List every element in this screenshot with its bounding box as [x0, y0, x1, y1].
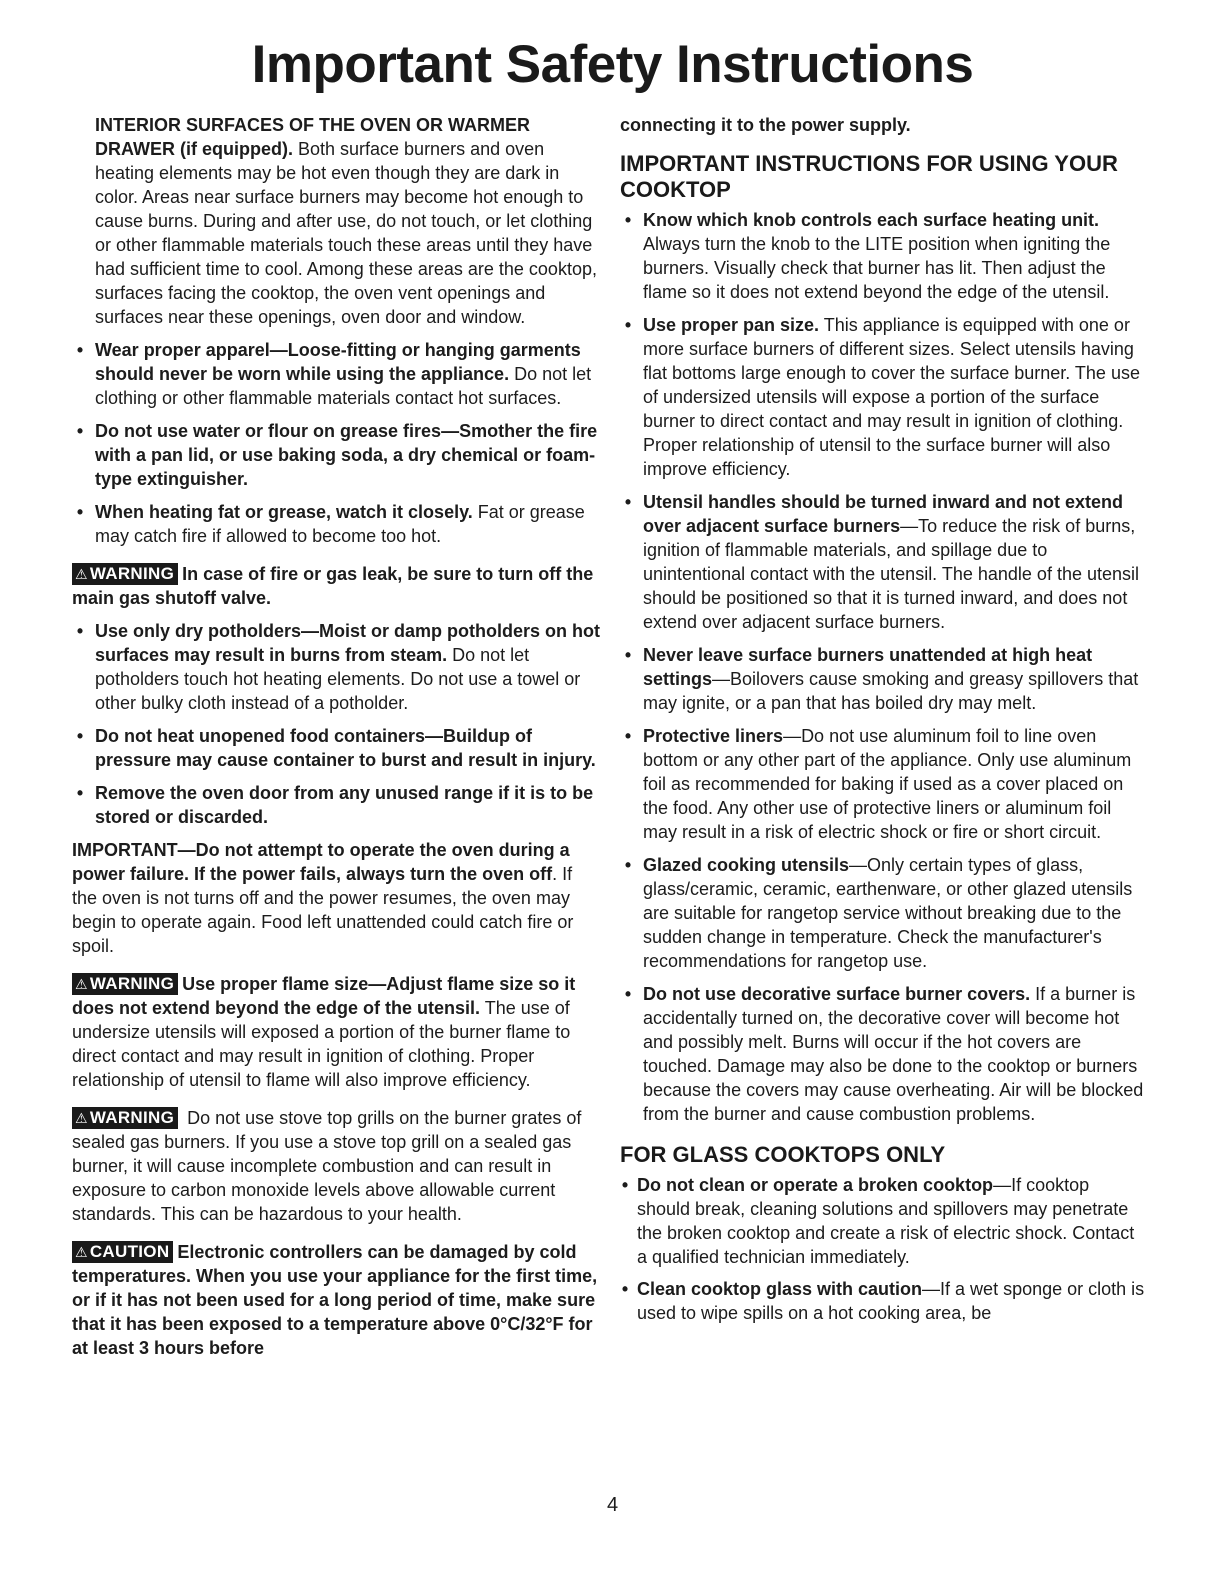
bullet-bold-text: Do not heat unopened food containers—Buildup of pressure may cause container to burst and result in injury. [95, 726, 596, 770]
list-item-unattended [620, 643, 1146, 715]
bullet-bold-text: Never leave surface burners unattended at high heat settings [643, 645, 1093, 689]
warning-badge-label: WARNING [89, 564, 175, 583]
bullet-bold-text: Do not use decorative surface burner covers. [643, 984, 1031, 1004]
interior-surfaces-text: Both surface burners and oven heating elements may be hot even though they are dark in color. Areas near surface burners may become hot enough to cause burns. During and after use, do not touch, or let clothing or other flammable materials touch these areas until they have had sufficient time to cool. Among these areas are the cooktop, surfaces facing the cooktop, the oven vent openings and surfaces near these openings, oven door and window. [95, 139, 597, 327]
interior-surfaces-paragraph [72, 113, 600, 329]
warning-bold-text: Use proper flame size—Adjust flame size so it does not extend beyond the edge of the utensil. [72, 974, 576, 1018]
bullet-bold-text: Protective liners [643, 726, 784, 746]
warning-badge [72, 1107, 178, 1129]
bullet-text: —To reduce the risk of burns, ignition of flammable materials, and spillage due to unintentional contact with the utensil. The handle of the utensil should be positioned so that it is turned inward, and does not extend over adjacent surface burners. [643, 516, 1140, 632]
bullet-icon: • [624, 855, 632, 875]
power-failure-bold-text: IMPORTANT—Do not attempt to operate the oven during a power failure. If the power fails, always turn the oven off [72, 840, 570, 884]
warning-bold-text: In case of fire or gas leak, be sure to turn off the main gas shutoff valve. [72, 564, 594, 608]
warning-badge-label: WARNING [89, 974, 175, 993]
bullet-icon: • [76, 726, 84, 746]
bullet-bold-text: Know which knob controls each surface heating unit. [643, 210, 1100, 230]
list-item-potholders [72, 619, 600, 715]
bullet-bold-text: When heating fat or grease, watch it closely. [95, 502, 473, 522]
bullet-text: Fat or grease may catch fire if allowed to become too hot. [95, 502, 585, 546]
bullet-bold-text: Utensil handles should be turned inward and not extend over adjacent surface burners [643, 492, 1124, 536]
list-item-decorative-covers [620, 982, 1146, 1126]
list-item-apparel [72, 338, 600, 410]
warning-badge-label: WARNING [89, 1108, 175, 1127]
page-number: 4 [606, 1494, 619, 1516]
power-failure-paragraph [72, 838, 600, 958]
list-item-fat-grease [72, 500, 600, 548]
bullet-bold-text: Remove the oven door from any unused range if it is to be stored or discarded. [95, 783, 594, 827]
bullet-icon: • [624, 492, 632, 512]
bullet-bold-text: Do not use water or flour on grease fires—Smother the fire with a pan lid, or use baking soda, a dry chemical or foam-type extinguisher. [95, 421, 598, 489]
bullet-icon: • [76, 621, 84, 641]
list-item-utensil-handles [620, 490, 1146, 634]
warning-triangle-icon: ⚠ [75, 566, 88, 582]
section-heading-glass-cooktops: FOR GLASS COOKTOPS ONLY [620, 1142, 946, 1167]
left-column [72, 113, 600, 1369]
bullet-icon: • [76, 421, 84, 441]
list-item-oven-door [72, 781, 600, 829]
warning-badge [72, 973, 178, 995]
caution-badge-label: CAUTION [89, 1242, 170, 1261]
list-item-knob [620, 208, 1146, 304]
bullet-icon: • [624, 315, 632, 335]
warning-triangle-icon: ⚠ [75, 1244, 88, 1260]
bullet-bold-text: Use proper pan size. [643, 315, 820, 335]
warning-triangle-icon: ⚠ [75, 976, 88, 992]
bullet-text: Always turn the knob to the LITE position when igniting the burners. Visually check that burner has lit. Then adjust the flame so it does not extend beyond the edge of the utensil. [643, 234, 1111, 302]
bullet-icon: • [624, 726, 632, 746]
list-item-grease-fires [72, 419, 600, 491]
list-item-glazed-utensils [620, 853, 1146, 973]
section-heading-cooktop: IMPORTANT INSTRUCTIONS FOR USING YOUR COOKTOP [620, 151, 1118, 202]
list-item-broken-cooktop [620, 1173, 1146, 1269]
warning-gas-leak [72, 562, 600, 610]
list-item-food-containers [72, 724, 600, 772]
bullet-text: —Boilovers cause smoking and greasy spillovers that may ignite, or a pan that has boiled dry may melt. [643, 669, 1139, 713]
bullet-icon: • [76, 340, 84, 360]
warning-triangle-icon: ⚠ [75, 1110, 88, 1126]
bullet-text: If a burner is accidentally turned on, the decorative cover will become hot and possibly melt. Burns will occur if the hot covers are touched. Damage may also be done to the cooktop or burners because the covers may cause overheating. Air will be blocked from the burner and cause combustion problems. [643, 984, 1144, 1124]
bullet-bold-text: Use only dry potholders—Moist or damp potholders on hot surfaces may result in burns from steam. [95, 621, 601, 665]
warning-flame-size [72, 972, 600, 1092]
bullet-bold-text: Do not clean or operate a broken cooktop [637, 1175, 994, 1195]
list-item-pan-size [620, 313, 1146, 481]
bullet-bold-text: Glazed cooking utensils [643, 855, 850, 875]
bullet-icon: • [624, 210, 632, 230]
bullet-bold-text: Wear proper apparel—Loose-fitting or hanging garments should never be worn while using the appliance. [95, 340, 581, 384]
warning-stove-top-grills [72, 1106, 600, 1226]
interior-surfaces-heading: INTERIOR SURFACES OF THE OVEN OR WARMER DRAWER (if equipped). [95, 115, 531, 159]
warning-text: The use of undersize utensils will exposed a portion of the burner flame to direct contact and may result in ignition of clothing. Proper relationship of utensil to flame will also improve efficiency. [72, 998, 571, 1090]
caution-bold-text: Electronic controllers can be damaged by cold temperatures. When you use your appliance for the first time, or if it has not been used for a long period of time, make sure that it has been exposed to a temperature above 0°C/32°F for at least 3 hours before [72, 1242, 598, 1358]
right-column [620, 113, 1146, 1333]
bullet-text: —Do not use aluminum foil to line oven bottom or any other part of the appliance. Only use aluminum foil as recommended for baking if used as a cover placed on the food. Any other use of protective liners or aluminum foil may result in a risk of electric shock or fire or short circuit. [643, 726, 1132, 842]
caution-badge [72, 1241, 173, 1263]
bullet-icon: • [621, 1175, 629, 1195]
bullet-text: Do not let clothing or other flammable materials contact hot surfaces. [95, 364, 592, 408]
page-title: Important Safety Instructions [251, 35, 974, 94]
warning-badge [72, 563, 178, 585]
bullet-icon: • [76, 783, 84, 803]
warning-text: Do not use stove top grills on the burner grates of sealed gas burners. If you use a stove top grill on a sealed gas burner, it will cause incomplete combustion and can result in exposure to carbon monoxide levels above allowable current standards. This can be hazardous to your health. [72, 1108, 582, 1224]
list-item-protective-liners [620, 724, 1146, 844]
bullet-icon: • [76, 502, 84, 522]
caution-electronic-controllers [72, 1240, 600, 1360]
bullet-text: —If cooktop should break, cleaning solutions and spillovers may penetrate the broken cooktop and create a risk of electric shock. Contact a qualified technician immediately. [637, 1175, 1135, 1267]
list-item-clean-glass [620, 1277, 1146, 1325]
bullet-icon: • [621, 1279, 629, 1299]
bullet-bold-text: Clean cooktop glass with caution [637, 1279, 923, 1299]
bullet-text: —Only certain types of glass, glass/ceramic, ceramic, earthenware, or other glazed utensils are suitable for rangetop service without breaking due to the sudden change in temperature. Check the manufacturer's recommendations for rangetop use. [643, 855, 1133, 971]
bullet-icon: • [624, 645, 632, 665]
bullet-icon: • [624, 984, 632, 1004]
bullet-text: —If a wet sponge or cloth is used to wipe spills on a hot cooking area, be [637, 1279, 1145, 1323]
continued-text: connecting it to the power supply. [620, 115, 911, 135]
bullet-text: This appliance is equipped with one or more surface burners of different sizes. Select utensils having flat bottoms large enough to cover the surface burner. The use of undersized utensils will expose a portion of the surface burner to direct contact and may result in ignition of clothing. Proper relationship of utensil to the surface burner will also improve efficiency. [643, 315, 1140, 479]
bullet-text: Do not let potholders touch hot heating elements. Do not use a towel or other bulky cloth instead of a potholder. [95, 645, 581, 713]
power-failure-text: . If the oven is not turns off and the power resumes, the oven may begin to operate again. Food left unattended could catch fire or spoil. [72, 864, 574, 956]
